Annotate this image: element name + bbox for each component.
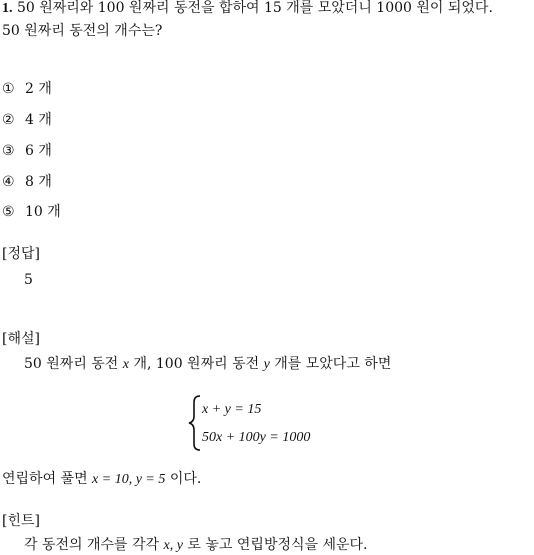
explanation-intro-a: 50 원짜리 동전: [24, 356, 123, 372]
choice-marker-5: ⑤: [2, 204, 15, 220]
choice-text-1: 2 개: [25, 81, 52, 97]
explanation-heading: [해설]: [2, 331, 40, 347]
equation-1: x + y = 15: [202, 402, 262, 417]
choice-2[interactable]: [2, 111, 52, 129]
result-math: x = 10, y = 5: [92, 472, 166, 487]
answer-value: 5: [24, 272, 33, 288]
variable-x: x: [122, 357, 130, 372]
choice-5[interactable]: [2, 203, 61, 221]
question-text-2: 50 원짜리 동전의 개수는?: [2, 23, 163, 39]
question-number: 1.: [2, 1, 13, 16]
question-text-1: 50 원짜리와 100 원짜리 동전을 합하여 15 개를 모았더니 1000 원이 되었다.: [16, 0, 493, 16]
hint-vars: x, y: [163, 538, 183, 553]
choice-3[interactable]: [2, 142, 52, 160]
explanation-result: [2, 470, 201, 489]
choice-marker-1: ①: [2, 81, 15, 97]
choice-marker-4: ④: [2, 174, 15, 190]
result-text-a: 연립하여 풀면: [2, 471, 93, 487]
left-brace-icon: [188, 394, 202, 452]
question-line-1: [2, 0, 493, 18]
equation-2: 50x + 100y = 1000: [202, 430, 311, 445]
result-text-b: 이다.: [165, 471, 202, 487]
choice-text-3: 6 개: [25, 143, 52, 159]
choice-1[interactable]: [2, 80, 52, 98]
hint-heading: [힌트]: [2, 513, 40, 529]
choice-text-4: 8 개: [25, 174, 52, 190]
hint-text: [24, 536, 368, 555]
variable-y: y: [263, 357, 270, 372]
hint-text-a: 각 동전의 개수를 각각: [24, 537, 164, 553]
choice-text-5: 10 개: [25, 204, 61, 220]
explanation-intro-c: 개를 모았다고 하면: [269, 356, 392, 372]
choice-4[interactable]: [2, 173, 52, 191]
answer-heading: [정답]: [2, 246, 40, 262]
choice-marker-2: ②: [2, 112, 15, 128]
explanation-intro-b: 개, 100 원짜리 동전: [129, 356, 264, 372]
explanation-intro: [24, 355, 391, 374]
hint-text-b: 로 놓고 연립방정식을 세운다.: [182, 537, 368, 553]
choice-marker-3: ③: [2, 143, 15, 159]
choice-text-2: 4 개: [25, 112, 52, 128]
